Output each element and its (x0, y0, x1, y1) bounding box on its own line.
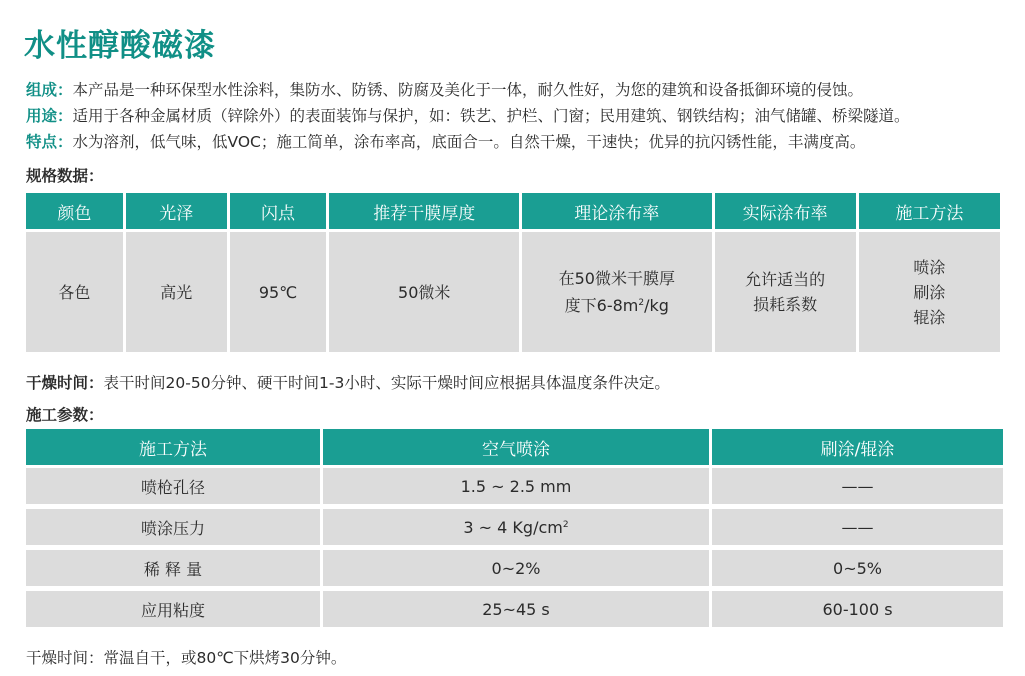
spec-method-cell (859, 232, 1000, 352)
spec-table (23, 193, 1003, 352)
table-row (26, 591, 1003, 632)
param-brush-value: —— (712, 509, 1003, 550)
params-header-row (26, 429, 1003, 468)
features-line (26, 132, 865, 152)
footer-note: 干燥时间：常温自干，或80℃下烘烤30分钟。 (26, 649, 347, 667)
param-brush-value: 60-100 s (712, 591, 1003, 632)
usage-line (26, 106, 910, 126)
spec-actual-cell (715, 232, 856, 352)
params-header-air: 空气喷涂 (323, 429, 709, 468)
method-brush: 刷涂 (913, 282, 946, 302)
drying-text: 表干时间20-50分钟、硬干时间1-3小时、实际干燥时间应根据具体温度条件决定。 (103, 374, 670, 392)
spec-heading: 规格数据： (26, 167, 104, 185)
features-key: 特点： (26, 133, 73, 151)
method-roller: 辊涂 (913, 307, 946, 327)
usage-key: 用途： (26, 107, 73, 125)
theoretical-prefix: 度下6-8m (564, 296, 639, 315)
spec-header-flash-point: 闪点 (230, 193, 327, 232)
param-air-value: 1.5 ~ 2.5 mm (323, 468, 709, 509)
params-header-brush: 刷涂/辊涂 (712, 429, 1003, 468)
spec-header-dry-film: 推荐干膜厚度 (329, 193, 519, 232)
page-title: 水性醇酸磁漆 (24, 28, 216, 64)
param-label: 喷涂压力 (26, 509, 320, 550)
drying-line (26, 373, 670, 393)
param-air-value: 25~45 s (323, 591, 709, 632)
spec-gloss-cell: 高光 (126, 232, 227, 352)
method-spray: 喷涂 (913, 257, 946, 277)
param-air-value: 0~2% (323, 550, 709, 591)
spec-header-row (26, 193, 1000, 232)
spec-header-method: 施工方法 (859, 193, 1000, 232)
pressure-prefix: 3 ~ 4 Kg/cm (463, 517, 563, 537)
composition-key: 组成： (26, 81, 73, 99)
spec-header-color: 颜色 (26, 193, 123, 232)
features-text: 水为溶剂，低气味，低VOC；施工简单，涂布率高，底面合一。自然干燥，干速快；优异的抗闪锈性能，丰满度高。 (72, 133, 866, 151)
pressure-sup: 2 (562, 519, 569, 530)
spec-dry-film-cell: 50微米 (329, 232, 519, 352)
spec-header-actual: 实际涂布率 (715, 193, 856, 232)
usage-text: 适用于各种金属材质（锌除外）的表面装饰与保护，如：铁艺、护栏、门窗；民用建筑、钢铁结构；油气储罐、桥梁隧道。 (72, 107, 910, 125)
theoretical-suffix: /kg (644, 296, 669, 315)
param-air-value (323, 509, 709, 550)
params-heading: 施工参数： (26, 406, 104, 424)
theoretical-line-2 (522, 291, 712, 318)
spec-color-cell: 各色 (26, 232, 123, 352)
drying-key: 干燥时间： (26, 374, 104, 392)
param-label: 稀 释 量 (26, 550, 320, 591)
actual-line-2: 损耗系数 (753, 295, 818, 314)
composition-text: 本产品是一种环保型水性涂料，集防水、防锈、防腐及美化于一体，耐久性好，为您的建筑和设备抵御环境的侵蚀。 (72, 81, 864, 99)
theoretical-line-1: 在50微米干膜厚 (558, 269, 675, 288)
spec-data-row (26, 232, 1000, 352)
composition-line (26, 80, 863, 100)
param-label: 应用粘度 (26, 591, 320, 632)
params-table (23, 429, 1006, 632)
actual-line-1: 允许适当的 (745, 270, 826, 289)
params-header-method: 施工方法 (26, 429, 320, 468)
param-brush-value: —— (712, 468, 1003, 509)
spec-theoretical-cell (522, 232, 712, 352)
spec-header-gloss: 光泽 (126, 193, 227, 232)
table-row (26, 509, 1003, 550)
table-row (26, 550, 1003, 591)
param-label: 喷枪孔径 (26, 468, 320, 509)
theoretical-sup: 2 (638, 298, 645, 308)
spec-flash-point-cell: 95℃ (230, 232, 327, 352)
spec-header-theoretical: 理论涂布率 (522, 193, 712, 232)
param-brush-value: 0~5% (712, 550, 1003, 591)
table-row (26, 468, 1003, 509)
